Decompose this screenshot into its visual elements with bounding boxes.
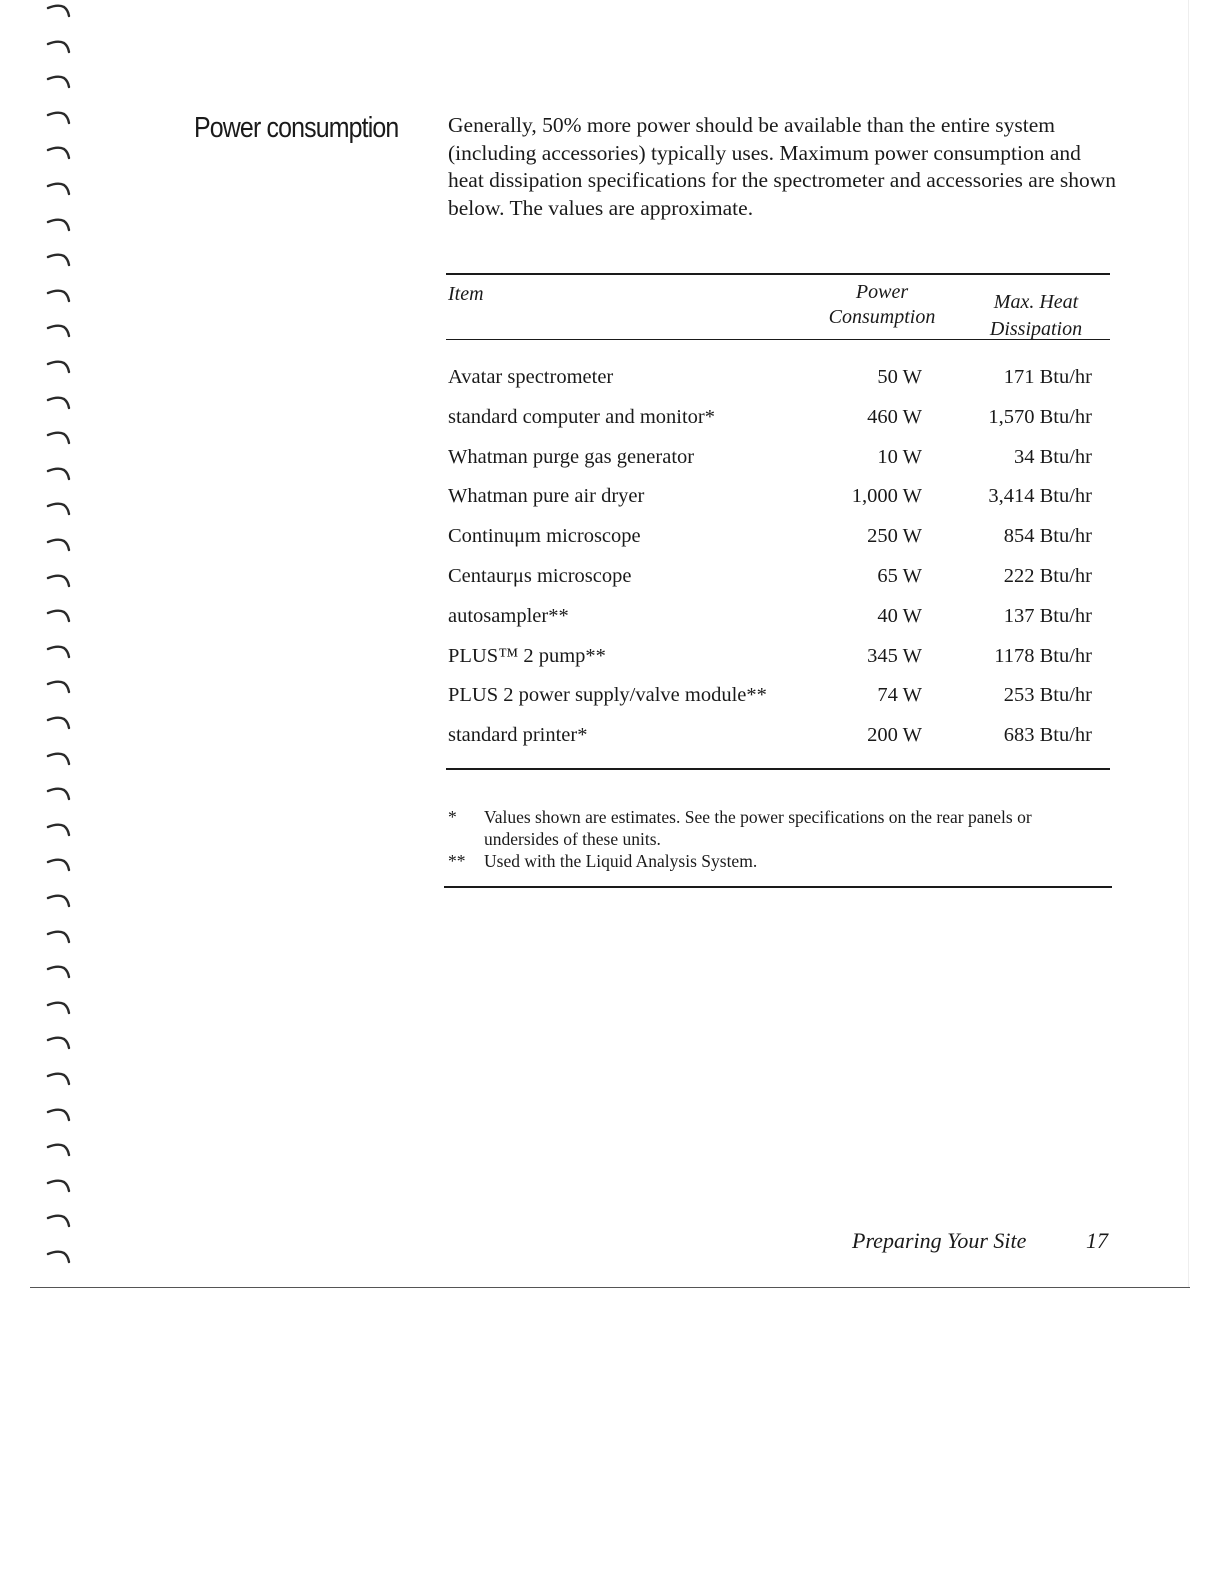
table-row bbox=[446, 561, 1110, 601]
cell-item: autosampler** bbox=[448, 604, 569, 627]
binding-ring-icon bbox=[44, 1248, 72, 1266]
table-body bbox=[446, 340, 1110, 764]
table-row bbox=[446, 720, 1110, 760]
cell-item: standard computer and monitor* bbox=[448, 405, 716, 428]
table-row bbox=[446, 601, 1110, 641]
binding-ring-icon bbox=[44, 216, 72, 234]
binding-ring-icon bbox=[44, 856, 72, 874]
binding-ring-icon bbox=[44, 607, 72, 625]
cell-power: 345 W bbox=[867, 644, 922, 667]
binding-ring-icon bbox=[44, 2, 72, 20]
page-number: 17 bbox=[1086, 1228, 1108, 1253]
binding-ring-icon bbox=[44, 1034, 72, 1052]
binding-ring-icon bbox=[44, 1106, 72, 1124]
header-heat bbox=[962, 289, 1110, 343]
cell-power: 1,000 W bbox=[851, 485, 922, 508]
binding-ring-icon bbox=[44, 1177, 72, 1195]
binding-ring-icon bbox=[44, 999, 72, 1017]
cell-heat: 1,570 Btu/hr bbox=[988, 405, 1092, 428]
section-heading: Power consumption bbox=[194, 112, 399, 144]
cell-item: Avatar spectrometer bbox=[448, 366, 614, 388]
cell-power: 460 W bbox=[867, 405, 922, 428]
header-power bbox=[820, 280, 944, 330]
cell-heat: 3,414 Btu/hr bbox=[988, 485, 1092, 508]
binding-ring-icon bbox=[44, 251, 72, 269]
binding-ring-icon bbox=[44, 429, 72, 447]
cell-power: 50 W bbox=[877, 366, 922, 388]
binding-ring-icon bbox=[44, 928, 72, 946]
cell-heat: 854 Btu/hr bbox=[1003, 525, 1092, 548]
cell-item: standard printer* bbox=[448, 724, 588, 747]
footer-chapter-title: Preparing Your Site bbox=[852, 1228, 1027, 1253]
binding-ring-icon bbox=[44, 465, 72, 483]
page-bottom-edge bbox=[30, 1287, 1190, 1288]
cell-heat: 34 Btu/hr bbox=[1013, 445, 1092, 468]
binding-ring-icon bbox=[44, 750, 72, 768]
header-heat-line2: Dissipation bbox=[989, 318, 1083, 340]
header-power-line1: Power bbox=[855, 281, 909, 303]
binding-ring-icon bbox=[44, 358, 72, 376]
header-item: Item bbox=[448, 283, 484, 305]
cell-power: 74 W bbox=[877, 684, 922, 707]
binding-ring-icon bbox=[44, 678, 72, 696]
binding-ring-icon bbox=[44, 572, 72, 590]
binding-ring-icon bbox=[44, 144, 72, 162]
cell-power: 200 W bbox=[867, 724, 922, 747]
cell-item: Whatman pure air dryer bbox=[448, 485, 645, 508]
footnotes-bottom-rule bbox=[444, 886, 1112, 888]
binding-ring-icon bbox=[44, 1212, 72, 1230]
cell-item: PLUS 2 power supply/valve module** bbox=[448, 684, 767, 707]
table-row bbox=[446, 442, 1110, 482]
spiral-binding bbox=[44, 0, 84, 1290]
cell-power: 65 W bbox=[877, 564, 922, 587]
table-row bbox=[446, 362, 1110, 402]
binding-ring-icon bbox=[44, 821, 72, 839]
header-heat-line1: Max. Heat bbox=[993, 291, 1079, 313]
binding-ring-icon bbox=[44, 714, 72, 732]
table-header bbox=[446, 275, 1110, 339]
footnote-text: Values shown are estimates. See the power specifications on the rear panels or undersides of these units. bbox=[484, 806, 1032, 849]
table-row bbox=[446, 521, 1110, 561]
cell-item: PLUS™ 2 pump** bbox=[448, 644, 606, 667]
cell-power: 250 W bbox=[867, 525, 922, 548]
binding-ring-icon bbox=[44, 1141, 72, 1159]
table-row bbox=[446, 481, 1110, 521]
cell-heat: 137 Btu/hr bbox=[1003, 604, 1092, 627]
footnote-mark: * bbox=[448, 806, 457, 827]
footnote-text: Used with the Liquid Analysis System. bbox=[484, 850, 758, 871]
table-row bbox=[446, 680, 1110, 720]
cell-heat: 171 Btu/hr bbox=[1003, 366, 1092, 388]
cell-item: Continuμm microscope bbox=[448, 525, 641, 548]
binding-ring-icon bbox=[44, 73, 72, 91]
binding-ring-icon bbox=[44, 536, 72, 554]
header-power-line2: Consumption bbox=[828, 306, 936, 328]
cell-item: Centaurμs microscope bbox=[448, 564, 632, 587]
binding-ring-icon bbox=[44, 38, 72, 56]
binding-ring-icon bbox=[44, 394, 72, 412]
power-table bbox=[446, 273, 1110, 888]
binding-ring-icon bbox=[44, 892, 72, 910]
binding-ring-icon bbox=[44, 287, 72, 305]
cell-heat: 683 Btu/hr bbox=[1003, 724, 1092, 747]
table-footnotes bbox=[446, 770, 1110, 886]
table-row bbox=[446, 402, 1110, 442]
binding-ring-icon bbox=[44, 963, 72, 981]
footnote-mark: ** bbox=[448, 850, 466, 871]
binding-ring-icon bbox=[44, 500, 72, 518]
binding-ring-icon bbox=[44, 643, 72, 661]
intro-paragraph: Generally, 50% more power should be available than the entire system (including accessories) typically uses. Maximum power consumption and heat dissipation specifications for the spectrometer and accessories are shown below. The values are approximate. bbox=[448, 113, 1117, 220]
cell-heat: 222 Btu/hr bbox=[1003, 564, 1092, 587]
page-right-edge bbox=[1188, 0, 1189, 1288]
binding-ring-icon bbox=[44, 1070, 72, 1088]
binding-ring-icon bbox=[44, 785, 72, 803]
cell-power: 40 W bbox=[877, 604, 922, 627]
cell-heat: 253 Btu/hr bbox=[1003, 684, 1092, 707]
cell-item: Whatman purge gas generator bbox=[448, 445, 695, 468]
binding-ring-icon bbox=[44, 180, 72, 198]
binding-ring-icon bbox=[44, 322, 72, 340]
cell-power: 10 W bbox=[877, 445, 922, 468]
binding-ring-icon bbox=[44, 109, 72, 127]
cell-heat: 1178 Btu/hr bbox=[994, 644, 1092, 667]
table-row bbox=[446, 641, 1110, 681]
